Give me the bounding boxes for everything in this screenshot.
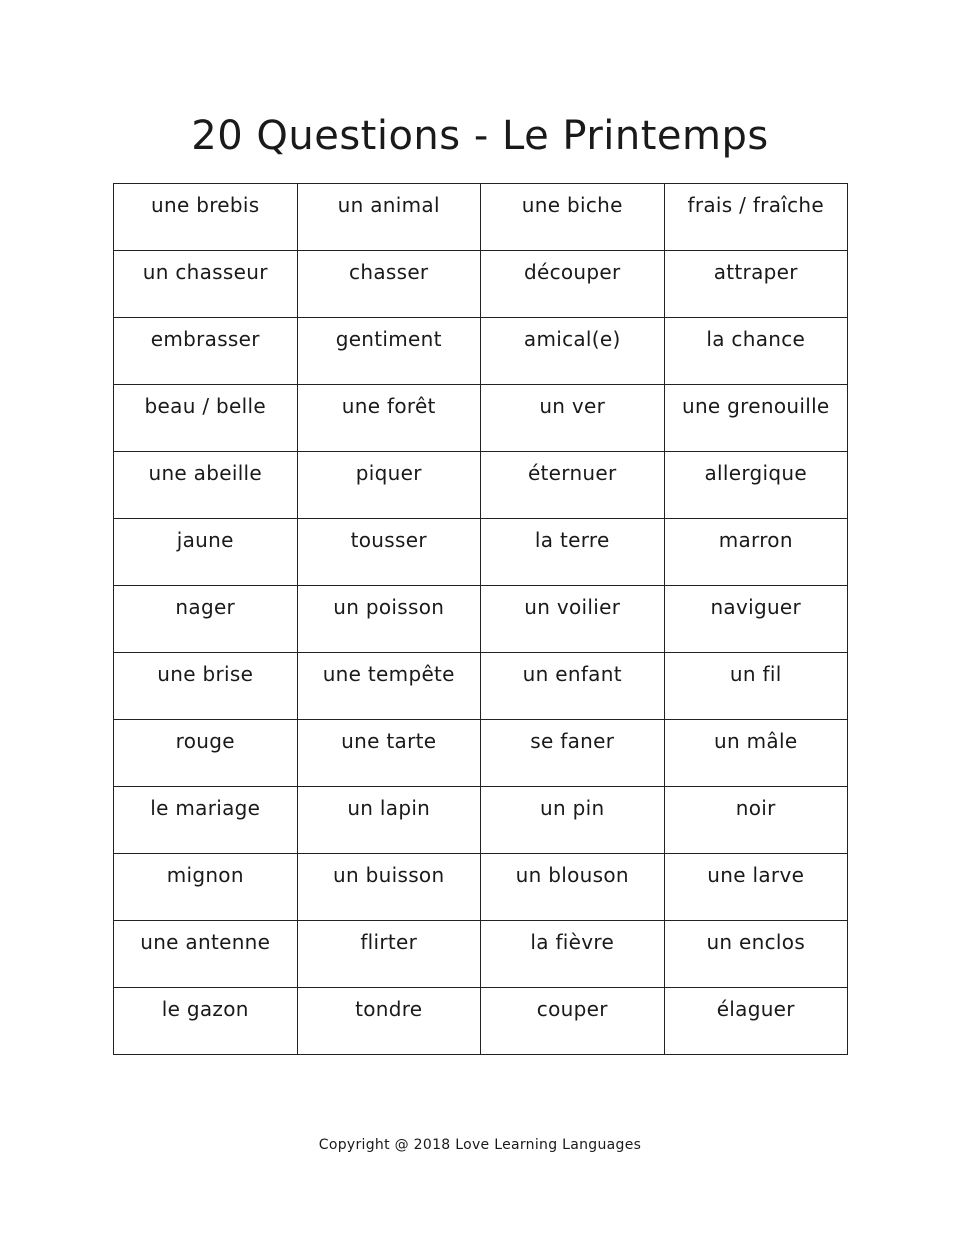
vocab-word: un buisson (333, 863, 445, 887)
vocab-cell (664, 586, 848, 653)
vocab-word: frais / fraîche (687, 193, 824, 217)
vocab-word: découper (523, 260, 621, 284)
vocab-cell (114, 787, 298, 854)
table-row (114, 385, 848, 452)
vocab-cell (297, 586, 481, 653)
vocab-word: la chance (706, 327, 806, 351)
vocab-word: un enclos (706, 930, 806, 954)
vocab-word: une antenne (140, 930, 271, 954)
vocab-cell (297, 720, 481, 787)
vocab-word: se faner (530, 729, 615, 753)
vocab-word: une biche (521, 193, 623, 217)
vocab-word: le gazon (161, 997, 249, 1021)
vocabulary-table-body (114, 184, 848, 1055)
vocab-word: piquer (355, 461, 422, 485)
vocab-word: un ver (539, 394, 606, 418)
vocab-word: flirter (360, 930, 418, 954)
vocab-word: jaune (176, 528, 234, 552)
vocab-cell (481, 251, 665, 318)
vocab-cell (481, 385, 665, 452)
vocab-word: une larve (707, 863, 805, 887)
vocab-word: un animal (337, 193, 440, 217)
vocab-cell (664, 720, 848, 787)
vocab-cell (114, 519, 298, 586)
vocab-cell (664, 787, 848, 854)
table-row (114, 318, 848, 385)
vocab-word: la terre (534, 528, 610, 552)
vocab-cell (481, 921, 665, 988)
vocab-cell (664, 988, 848, 1055)
vocab-word: une tempête (322, 662, 455, 686)
vocab-cell (114, 988, 298, 1055)
vocab-word: la fièvre (530, 930, 615, 954)
vocab-word: éternuer (527, 461, 617, 485)
vocab-word: allergique (704, 461, 807, 485)
vocab-word: un lapin (347, 796, 431, 820)
vocab-word: couper (536, 997, 608, 1021)
vocab-cell (297, 854, 481, 921)
vocab-word: une brebis (151, 193, 260, 217)
vocab-word: une abeille (148, 461, 263, 485)
vocab-cell (481, 586, 665, 653)
vocab-word: le mariage (150, 796, 261, 820)
vocab-cell (481, 452, 665, 519)
vocab-word: un pin (540, 796, 605, 820)
vocab-cell (114, 586, 298, 653)
vocab-cell (297, 452, 481, 519)
vocab-cell (297, 921, 481, 988)
table-row (114, 854, 848, 921)
vocab-word: marron (718, 528, 793, 552)
vocab-word: naviguer (710, 595, 802, 619)
vocab-word: une forêt (341, 394, 436, 418)
vocab-word: un enfant (522, 662, 622, 686)
table-row (114, 184, 848, 251)
vocab-cell (114, 251, 298, 318)
vocab-cell (481, 519, 665, 586)
copyright-footer: Copyright @ 2018 Love Learning Languages (318, 1137, 642, 1153)
vocab-cell (664, 184, 848, 251)
vocab-cell (114, 653, 298, 720)
vocab-word: élaguer (716, 997, 795, 1021)
vocab-word: un voilier (524, 595, 621, 619)
vocab-word: beau / belle (144, 394, 266, 418)
table-row (114, 787, 848, 854)
vocabulary-table (113, 183, 848, 1055)
vocab-word: une brise (157, 662, 254, 686)
vocab-cell (114, 452, 298, 519)
vocab-word: tousser (350, 528, 427, 552)
vocab-cell (114, 184, 298, 251)
table-row (114, 519, 848, 586)
vocab-word: chasser (349, 260, 429, 284)
vocab-word: un mâle (714, 729, 798, 753)
vocab-word: rouge (175, 729, 235, 753)
vocab-cell (481, 854, 665, 921)
table-row (114, 720, 848, 787)
vocab-cell (664, 385, 848, 452)
table-row (114, 921, 848, 988)
vocab-cell (664, 318, 848, 385)
page-title: 20 Questions - Le Printemps (191, 113, 769, 159)
vocab-cell (481, 653, 665, 720)
vocab-cell (481, 988, 665, 1055)
vocab-cell (481, 720, 665, 787)
vocab-word: un blouson (515, 863, 629, 887)
vocab-word: nager (175, 595, 236, 619)
vocab-cell (297, 988, 481, 1055)
vocab-cell (297, 653, 481, 720)
vocab-cell (297, 251, 481, 318)
table-row (114, 988, 848, 1055)
vocab-word: un chasseur (142, 260, 268, 284)
vocab-cell (664, 653, 848, 720)
vocab-cell (297, 318, 481, 385)
vocab-cell (481, 787, 665, 854)
vocab-cell (664, 452, 848, 519)
vocab-word: une grenouille (681, 394, 830, 418)
vocab-word: un poisson (333, 595, 445, 619)
vocab-word: noir (735, 796, 776, 820)
vocab-cell (114, 921, 298, 988)
vocab-word: amical(e) (523, 327, 621, 351)
vocab-word: embrasser (150, 327, 260, 351)
vocab-cell (664, 519, 848, 586)
vocab-cell (297, 385, 481, 452)
vocab-cell (114, 385, 298, 452)
table-row (114, 452, 848, 519)
vocab-cell (114, 854, 298, 921)
vocab-cell (114, 720, 298, 787)
vocab-cell (664, 251, 848, 318)
vocab-word: attraper (713, 260, 798, 284)
vocab-cell (297, 184, 481, 251)
vocab-cell (664, 854, 848, 921)
vocab-word: une tarte (341, 729, 437, 753)
table-row (114, 653, 848, 720)
vocab-word: un fil (729, 662, 782, 686)
vocab-cell (297, 787, 481, 854)
table-row (114, 251, 848, 318)
vocab-word: mignon (166, 863, 244, 887)
vocab-cell (664, 921, 848, 988)
vocab-cell (481, 318, 665, 385)
vocab-word: gentiment (335, 327, 442, 351)
vocab-cell (297, 519, 481, 586)
vocab-cell (114, 318, 298, 385)
table-row (114, 586, 848, 653)
vocab-word: tondre (355, 997, 423, 1021)
vocab-cell (481, 184, 665, 251)
